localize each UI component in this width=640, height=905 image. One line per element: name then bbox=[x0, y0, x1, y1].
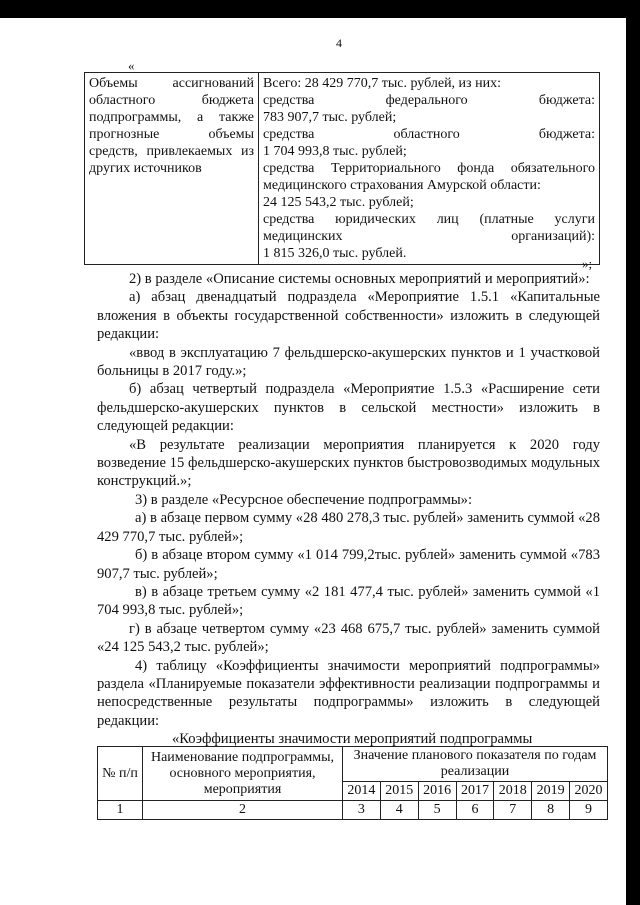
legal-value: 1 815 326,0 тыс. рублей. bbox=[263, 246, 407, 261]
paragraph: в) в абзаце третьем сумму «2 181 477,4 тыс. рублей» заменить суммой «1 704 993,8 тыс. рублей»; bbox=[97, 583, 600, 619]
header-number: № п/п bbox=[98, 747, 143, 801]
federal-value: 783 907,7 тыс. рублей; bbox=[263, 110, 397, 125]
paragraph: г) в абзаце четвертом сумму «23 468 675,7 тыс. рублей» заменить суммой «24 125 543,2 тыс. рублей»; bbox=[97, 620, 600, 656]
paragraph: «В результате реализации мероприятия планируется к 2020 году возведение 15 фельдшерско-акушерских пунктов быстровозводимых модульных конструкций.»; bbox=[97, 436, 600, 490]
year-cell: 2014 bbox=[343, 782, 381, 801]
header-row bbox=[98, 747, 608, 782]
allocation-label: Объемы ассигнований областного бюджета подпрограммы, а также прогнозные объемы средств, привлекаемых из других источников bbox=[85, 73, 259, 265]
paragraph: б) в абзаце втором сумму «1 014 799,2тыс. рублей» заменить суммой «783 907,7 тыс. рублей»; bbox=[97, 547, 600, 582]
paragraph: а) в абзаце первом сумму «28 480 278,3 тыс. рублей» заменить суммой «28 429 770,7 тыс. рублей»; bbox=[97, 510, 600, 545]
header-name: Наименование подпрограммы, основного мероприятия, мероприятия bbox=[143, 747, 343, 801]
year-cell: 2020 bbox=[570, 782, 608, 801]
year-cell: 2015 bbox=[380, 782, 418, 801]
number-cell: 1 bbox=[98, 801, 143, 820]
scan-top-edge bbox=[0, 0, 640, 18]
amendment-text bbox=[97, 270, 600, 749]
number-cell: 8 bbox=[532, 801, 570, 820]
number-cell: 2 bbox=[143, 801, 343, 820]
number-cell: 5 bbox=[418, 801, 456, 820]
fund-value: 24 125 543,2 тыс. рублей; bbox=[263, 195, 414, 210]
paragraph: 4) таблицу «Коэффициенты значимости мероприятий подпрограммы» раздела «Планируемые показатели эффективности реализации подпрограммы и непосредственные результаты подпрограммы» изложить в следующей редакции: bbox=[97, 657, 600, 729]
paragraph: 3) в разделе «Ресурсное обеспечение подпрограммы»: bbox=[135, 491, 472, 508]
number-cell: 6 bbox=[456, 801, 494, 820]
allocation-total: Всего: 28 429 770,7 тыс. рублей, из них: bbox=[263, 76, 501, 91]
page-number: 4 bbox=[336, 36, 342, 50]
legal-line-2-right: организаций): bbox=[511, 229, 595, 244]
number-cell: 4 bbox=[380, 801, 418, 820]
opening-quote: « bbox=[128, 58, 135, 73]
closing-quote: »; bbox=[582, 256, 593, 271]
paragraph: 2) в разделе «Описание системы основных мероприятий и мероприятий»: bbox=[129, 271, 590, 287]
number-cell: 3 bbox=[343, 801, 381, 820]
allocation-row bbox=[85, 73, 600, 265]
table-title: «Коэффициенты значимости мероприятий подпрограммы bbox=[172, 731, 533, 748]
regional-value: 1 704 993,8 тыс. рублей; bbox=[263, 144, 407, 159]
year-cell: 2016 bbox=[418, 782, 456, 801]
allocation-table bbox=[84, 72, 600, 265]
number-cell: 9 bbox=[570, 801, 608, 820]
year-cell: 2017 bbox=[456, 782, 494, 801]
year-cell: 2018 bbox=[494, 782, 532, 801]
legal-line-2 bbox=[263, 228, 595, 245]
numbering-row bbox=[98, 801, 608, 820]
allocation-details bbox=[259, 73, 600, 265]
year-cell: 2019 bbox=[532, 782, 570, 801]
coefficients-table bbox=[97, 746, 608, 820]
legal-line-1: средства юридических лиц (платные услуги bbox=[263, 212, 595, 227]
paragraph: «ввод в эксплуатацию 7 фельдшерско-акушерских пунктов и 1 участковой больницы в 2017 году.»; bbox=[97, 344, 600, 380]
number-cell: 7 bbox=[494, 801, 532, 820]
regional-label: средства областного бюджета: bbox=[263, 127, 595, 142]
header-value: Значение планового показателя по годам реализации bbox=[343, 747, 608, 782]
paragraph: а) абзац двенадцатый подраздела «Мероприятие 1.5.1 «Капитальные вложения в объекты государственной собственности» изложить в следующей редакции: bbox=[97, 289, 600, 343]
federal-label: средства федерального бюджета: bbox=[263, 93, 595, 108]
scan-right-edge bbox=[626, 18, 640, 905]
paragraph: б) абзац четвертый подраздела «Мероприятие 1.5.3 «Расширение сети фельдшерско-акушерских пунктов в сельской местности» изложить в следующей редакции: bbox=[97, 381, 600, 435]
legal-line-2-left: медицинских bbox=[263, 229, 343, 244]
fund-text: средства Территориального фонда обязательного медицинского страхования Амурской области: bbox=[263, 161, 595, 193]
